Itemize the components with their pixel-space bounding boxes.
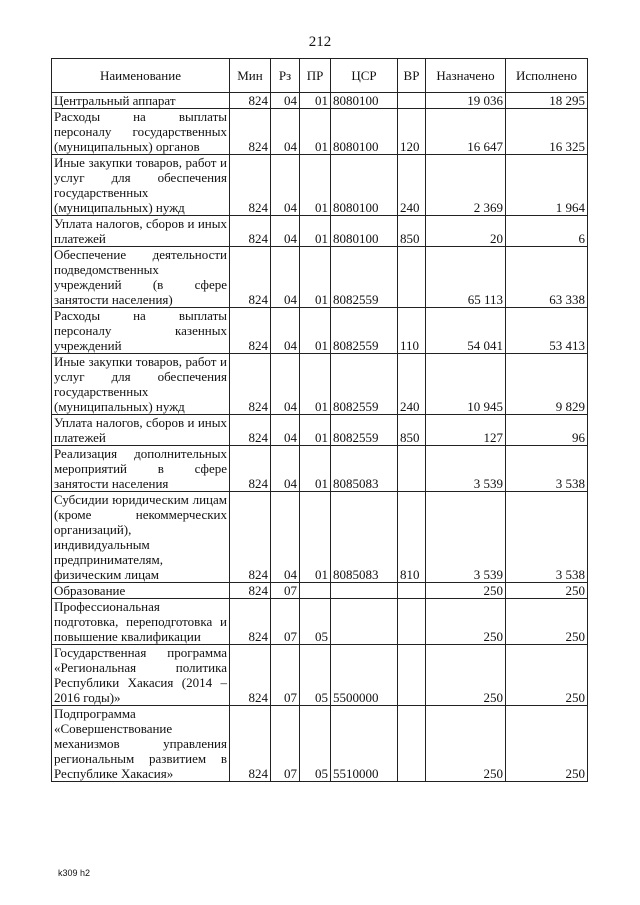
cell-assigned: 10 945 (426, 354, 506, 415)
cell-csr: 8082559 (331, 247, 398, 308)
cell-rz: 04 (271, 109, 300, 155)
cell-assigned: 250 (426, 599, 506, 645)
cell-vr: 850 (398, 216, 426, 247)
cell-rz: 07 (271, 599, 300, 645)
cell-executed: 96 (506, 415, 588, 446)
footer-code: k309 h2 (58, 868, 91, 878)
cell-csr: 5500000 (331, 645, 398, 706)
cell-min: 824 (230, 645, 271, 706)
cell-csr (331, 599, 398, 645)
cell-rz: 07 (271, 583, 300, 599)
cell-executed: 3 538 (506, 492, 588, 583)
table-row (52, 583, 588, 599)
cell-executed: 250 (506, 645, 588, 706)
cell-rz: 04 (271, 415, 300, 446)
cell-assigned: 16 647 (426, 109, 506, 155)
cell-vr (398, 247, 426, 308)
cell-min: 824 (230, 155, 271, 216)
cell-name: Профессиональная подготовка, переподготовка и повышение квалификации (52, 599, 230, 645)
cell-pr (300, 583, 331, 599)
table-row (52, 109, 588, 155)
cell-csr: 8082559 (331, 308, 398, 354)
cell-pr: 01 (300, 354, 331, 415)
table-row (52, 216, 588, 247)
cell-rz: 04 (271, 216, 300, 247)
cell-csr: 8080100 (331, 155, 398, 216)
cell-vr: 240 (398, 354, 426, 415)
cell-pr: 01 (300, 93, 331, 109)
cell-rz: 04 (271, 247, 300, 308)
cell-assigned: 19 036 (426, 93, 506, 109)
header-executed: Исполнено (506, 59, 588, 93)
cell-name: Субсидии юридическим лицам (кроме некоммерческих организаций), индивидуальным предпринимателям, физическим лицам (52, 492, 230, 583)
cell-pr: 05 (300, 599, 331, 645)
cell-min: 824 (230, 93, 271, 109)
cell-assigned: 127 (426, 415, 506, 446)
cell-rz: 04 (271, 492, 300, 583)
cell-vr (398, 599, 426, 645)
cell-pr: 05 (300, 706, 331, 782)
cell-name: Образование (52, 583, 230, 599)
cell-name: Подпрограмма «Совершенствование механизмов управления региональным развитием в Республике Хакасия» (52, 706, 230, 782)
page-number: 212 (308, 34, 332, 50)
cell-csr: 5510000 (331, 706, 398, 782)
cell-vr (398, 446, 426, 492)
header-vr: ВР (398, 59, 426, 93)
cell-vr: 850 (398, 415, 426, 446)
cell-pr: 05 (300, 645, 331, 706)
cell-vr: 120 (398, 109, 426, 155)
cell-csr: 8082559 (331, 415, 398, 446)
cell-executed: 9 829 (506, 354, 588, 415)
cell-csr: 8080100 (331, 216, 398, 247)
cell-vr: 110 (398, 308, 426, 354)
cell-assigned: 250 (426, 706, 506, 782)
table-row (52, 415, 588, 446)
cell-csr: 8080100 (331, 93, 398, 109)
cell-executed: 16 325 (506, 109, 588, 155)
header-assigned: Назначено (426, 59, 506, 93)
cell-name: Государственная программа «Региональная политика Республики Хакасия (2014 – 2016 годы)» (52, 645, 230, 706)
table-row (52, 446, 588, 492)
cell-csr (331, 583, 398, 599)
cell-rz: 04 (271, 354, 300, 415)
cell-vr: 240 (398, 155, 426, 216)
cell-pr: 01 (300, 247, 331, 308)
table-row (52, 93, 588, 109)
cell-csr: 8085083 (331, 492, 398, 583)
table-row (52, 308, 588, 354)
cell-assigned: 65 113 (426, 247, 506, 308)
cell-executed: 250 (506, 706, 588, 782)
cell-name: Уплата налогов, сборов и иных платежей (52, 216, 230, 247)
cell-pr: 01 (300, 216, 331, 247)
cell-assigned: 54 041 (426, 308, 506, 354)
cell-pr: 01 (300, 155, 331, 216)
cell-vr (398, 583, 426, 599)
table-row (52, 706, 588, 782)
cell-assigned: 20 (426, 216, 506, 247)
cell-min: 824 (230, 308, 271, 354)
cell-name: Уплата налогов, сборов и иных платежей (52, 415, 230, 446)
cell-name: Реализация дополнительных мероприятий в сфере занятости населения (52, 446, 230, 492)
header-rz: Рз (271, 59, 300, 93)
table-header-row (52, 59, 588, 93)
cell-pr: 01 (300, 308, 331, 354)
cell-name: Иные закупки товаров, работ и услуг для обеспечения государственных (муниципальных) нужд (52, 155, 230, 216)
cell-executed: 250 (506, 599, 588, 645)
table-row (52, 155, 588, 216)
cell-min: 824 (230, 354, 271, 415)
cell-min: 824 (230, 492, 271, 583)
cell-vr (398, 706, 426, 782)
header-name: Наименование (52, 59, 230, 93)
header-min: Мин (230, 59, 271, 93)
cell-rz: 07 (271, 706, 300, 782)
table-row (52, 492, 588, 583)
cell-executed: 250 (506, 583, 588, 599)
cell-pr: 01 (300, 446, 331, 492)
cell-min: 824 (230, 706, 271, 782)
cell-min: 824 (230, 583, 271, 599)
cell-executed: 1 964 (506, 155, 588, 216)
cell-assigned: 2 369 (426, 155, 506, 216)
table-row (52, 354, 588, 415)
cell-min: 824 (230, 216, 271, 247)
cell-vr: 810 (398, 492, 426, 583)
table-row (52, 645, 588, 706)
cell-min: 824 (230, 247, 271, 308)
cell-assigned: 3 539 (426, 446, 506, 492)
cell-assigned: 250 (426, 583, 506, 599)
cell-csr: 8080100 (331, 109, 398, 155)
cell-assigned: 3 539 (426, 492, 506, 583)
cell-csr: 8082559 (331, 354, 398, 415)
cell-min: 824 (230, 599, 271, 645)
cell-min: 824 (230, 446, 271, 492)
cell-pr: 01 (300, 109, 331, 155)
cell-min: 824 (230, 415, 271, 446)
cell-csr: 8085083 (331, 446, 398, 492)
budget-table (51, 58, 588, 782)
cell-executed: 63 338 (506, 247, 588, 308)
cell-min: 824 (230, 109, 271, 155)
cell-name: Центральный аппарат (52, 93, 230, 109)
cell-rz: 04 (271, 446, 300, 492)
header-pr: ПР (300, 59, 331, 93)
cell-rz: 04 (271, 93, 300, 109)
cell-name: Расходы на выплаты персоналу государственных (муниципальных) органов (52, 109, 230, 155)
cell-rz: 04 (271, 308, 300, 354)
cell-vr (398, 93, 426, 109)
cell-name: Иные закупки товаров, работ и услуг для обеспечения государственных (муниципальных) нужд (52, 354, 230, 415)
header-csr: ЦСР (331, 59, 398, 93)
table-body (52, 93, 588, 782)
cell-name: Обеспечение деятельности подведомственных учреждений (в сфере занятости населения) (52, 247, 230, 308)
cell-pr: 01 (300, 415, 331, 446)
cell-executed: 53 413 (506, 308, 588, 354)
cell-vr (398, 645, 426, 706)
cell-assigned: 250 (426, 645, 506, 706)
cell-executed: 18 295 (506, 93, 588, 109)
cell-name: Расходы на выплаты персоналу казенных учреждений (52, 308, 230, 354)
cell-rz: 04 (271, 155, 300, 216)
cell-pr: 01 (300, 492, 331, 583)
cell-rz: 07 (271, 645, 300, 706)
table-row (52, 599, 588, 645)
table-row (52, 247, 588, 308)
cell-executed: 6 (506, 216, 588, 247)
cell-executed: 3 538 (506, 446, 588, 492)
